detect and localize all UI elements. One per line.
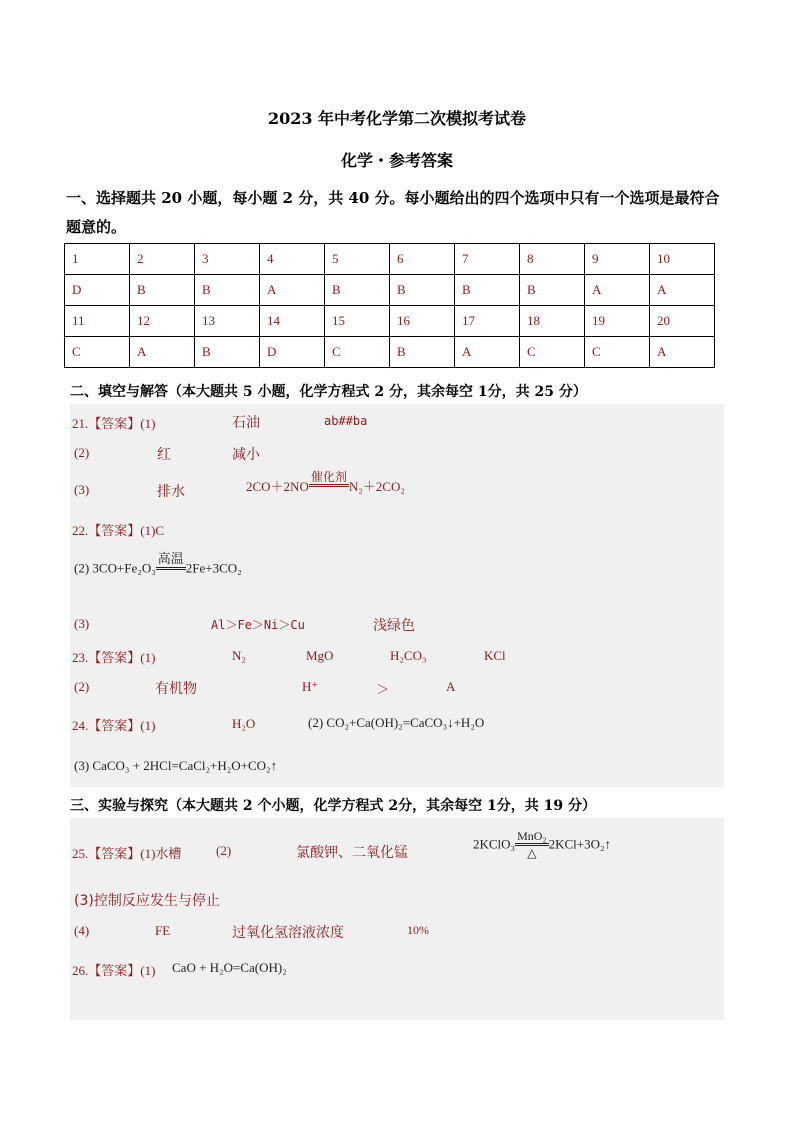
reaction-condition: [156, 553, 186, 584]
table-cell: A: [260, 275, 325, 306]
q25-part-4: (4): [74, 923, 90, 938]
table-cell: B: [325, 275, 390, 306]
table-cell: B: [195, 275, 260, 306]
q25-part-3: (3)控制反应发生与停止: [74, 893, 220, 909]
q25-answer-4: 10%: [407, 923, 429, 937]
q23-answer-6: H⁺: [302, 679, 319, 694]
table-cell: B: [520, 275, 585, 306]
table-cell: 1: [65, 244, 130, 275]
q21-part-2: (2): [74, 445, 90, 460]
q23-answer-1: N₂: [232, 648, 246, 663]
q23-label: 23.【答案】(1): [72, 650, 156, 665]
section-1-heading: 一、选择题共 20 小题，每小题 2 分，共 40 分。每小题给出的四个选项中只有一个选项是最符合题意的。: [66, 189, 720, 236]
section-3-heading: 三、实验与探究（本大题共 2 个小题，化学方程式 2分，其余每空 1分，共 19 分）: [70, 798, 596, 814]
table-cell: C: [65, 337, 130, 368]
table-cell: 13: [195, 306, 260, 337]
q22-part-3: (3): [74, 616, 90, 631]
table-cell: 8: [520, 244, 585, 275]
q21-answer-1: 石油: [232, 415, 260, 431]
q25-part-2: (2): [216, 843, 232, 858]
q21-label: 21.【答案】(1): [72, 416, 156, 431]
equation-right: 2KCl+3O₂↑: [548, 836, 612, 852]
q25-label: 25.【答案】(1)水槽: [72, 846, 182, 861]
equation-left: (2) 3CO+Fe₂O₃: [74, 560, 156, 576]
heat-symbol: △: [527, 846, 537, 860]
q25-answer-1: 氯酸钾、二氧化锰: [296, 845, 408, 861]
section-2-heading: 二、填空与解答（本大题共 5 小题，化学方程式 2 分，其余每空 1分，共 25 分）: [70, 384, 587, 400]
table-cell: B: [390, 337, 455, 368]
table-cell: D: [260, 337, 325, 368]
table-row: [65, 244, 715, 275]
table-cell: 17: [455, 306, 520, 337]
table-cell: A: [130, 337, 195, 368]
equation-right: N₂＋2CO₂: [348, 479, 405, 494]
q23-answer-7: ＞: [376, 682, 390, 697]
table-cell: 7: [455, 244, 520, 275]
answer-table: [64, 243, 715, 368]
table-cell: 6: [390, 244, 455, 275]
table-cell: B: [195, 337, 260, 368]
page-subtitle: 化学・参考答案: [340, 151, 453, 170]
q21-answer-4: 减小: [232, 447, 260, 463]
q26-label: 26.【答案】(1): [72, 963, 156, 978]
condition-text: MnO₂: [515, 829, 549, 846]
q24-answer-3: (3) CaCO₃ + 2HCl=CaCl₂+H₂O+CO₂↑: [74, 758, 278, 773]
q23-answer-3: H₂CO₃: [390, 648, 427, 663]
q21-answer-5: 排水: [157, 484, 185, 500]
table-cell: D: [65, 275, 130, 306]
condition-text: 高温: [156, 553, 186, 570]
table-cell: 11: [65, 306, 130, 337]
table-cell: B: [455, 275, 520, 306]
q26-answer-1: CaO + H₂O=Ca(OH)₂: [172, 960, 287, 975]
table-row: [65, 337, 715, 368]
q22-answer-2: 浅绿色: [373, 618, 415, 634]
table-cell: 14: [260, 306, 325, 337]
q23-answer-8: A: [446, 679, 456, 694]
table-cell: B: [130, 275, 195, 306]
q25-answer-3: 过氧化氢溶液浓度: [232, 925, 344, 941]
table-cell: 10: [650, 244, 715, 275]
reaction-condition: [309, 470, 349, 501]
q23-part-2: (2): [74, 679, 90, 694]
q22-answer-1: Al＞Fe＞Ni＞Cu: [211, 618, 305, 632]
table-cell: 5: [325, 244, 390, 275]
equation-left: 2CO＋2NO: [246, 479, 309, 494]
q24-label: 24.【答案】(1): [72, 718, 156, 733]
reaction-condition: [515, 829, 549, 860]
q23-answer-4: KCl: [484, 648, 506, 663]
table-cell: A: [455, 337, 520, 368]
q25-answer-2: FE: [155, 923, 171, 938]
equation-right: 2Fe+3CO₂: [185, 560, 242, 576]
table-row: [65, 275, 715, 306]
table-cell: C: [585, 337, 650, 368]
table-cell: 15: [325, 306, 390, 337]
page-title: 2023 年中考化学第二次模拟考试卷: [267, 109, 527, 128]
table-cell: 12: [130, 306, 195, 337]
table-cell: 20: [650, 306, 715, 337]
q25-equation: [473, 829, 611, 860]
table-cell: A: [585, 275, 650, 306]
equation-left: 2KClO₃: [473, 836, 516, 852]
condition-text: 催化剂: [309, 470, 349, 487]
table-cell: B: [390, 275, 455, 306]
table-cell: C: [520, 337, 585, 368]
q24-answer-1: H₂O: [232, 716, 256, 731]
table-cell: 3: [195, 244, 260, 275]
q23-answer-5: 有机物: [155, 681, 197, 697]
table-cell: 4: [260, 244, 325, 275]
q21-answer-2: ab##ba: [324, 414, 368, 428]
q24-answer-2: (2) CO₂+Ca(OH)₂=CaCO₃↓+H₂O: [308, 715, 485, 730]
table-row: [65, 306, 715, 337]
q21-answer-3: 红: [157, 447, 171, 463]
table-cell: 9: [585, 244, 650, 275]
q22-equation: [74, 553, 242, 584]
q21-equation: [246, 470, 405, 501]
table-cell: A: [650, 337, 715, 368]
table-cell: A: [650, 275, 715, 306]
q23-answer-2: MgO: [306, 648, 334, 663]
table-cell: 19: [585, 306, 650, 337]
table-cell: C: [325, 337, 390, 368]
table-cell: 2: [130, 244, 195, 275]
q22-label: 22.【答案】(1)C: [72, 523, 165, 538]
q21-part-3: (3): [74, 482, 90, 497]
table-cell: 16: [390, 306, 455, 337]
table-cell: 18: [520, 306, 585, 337]
